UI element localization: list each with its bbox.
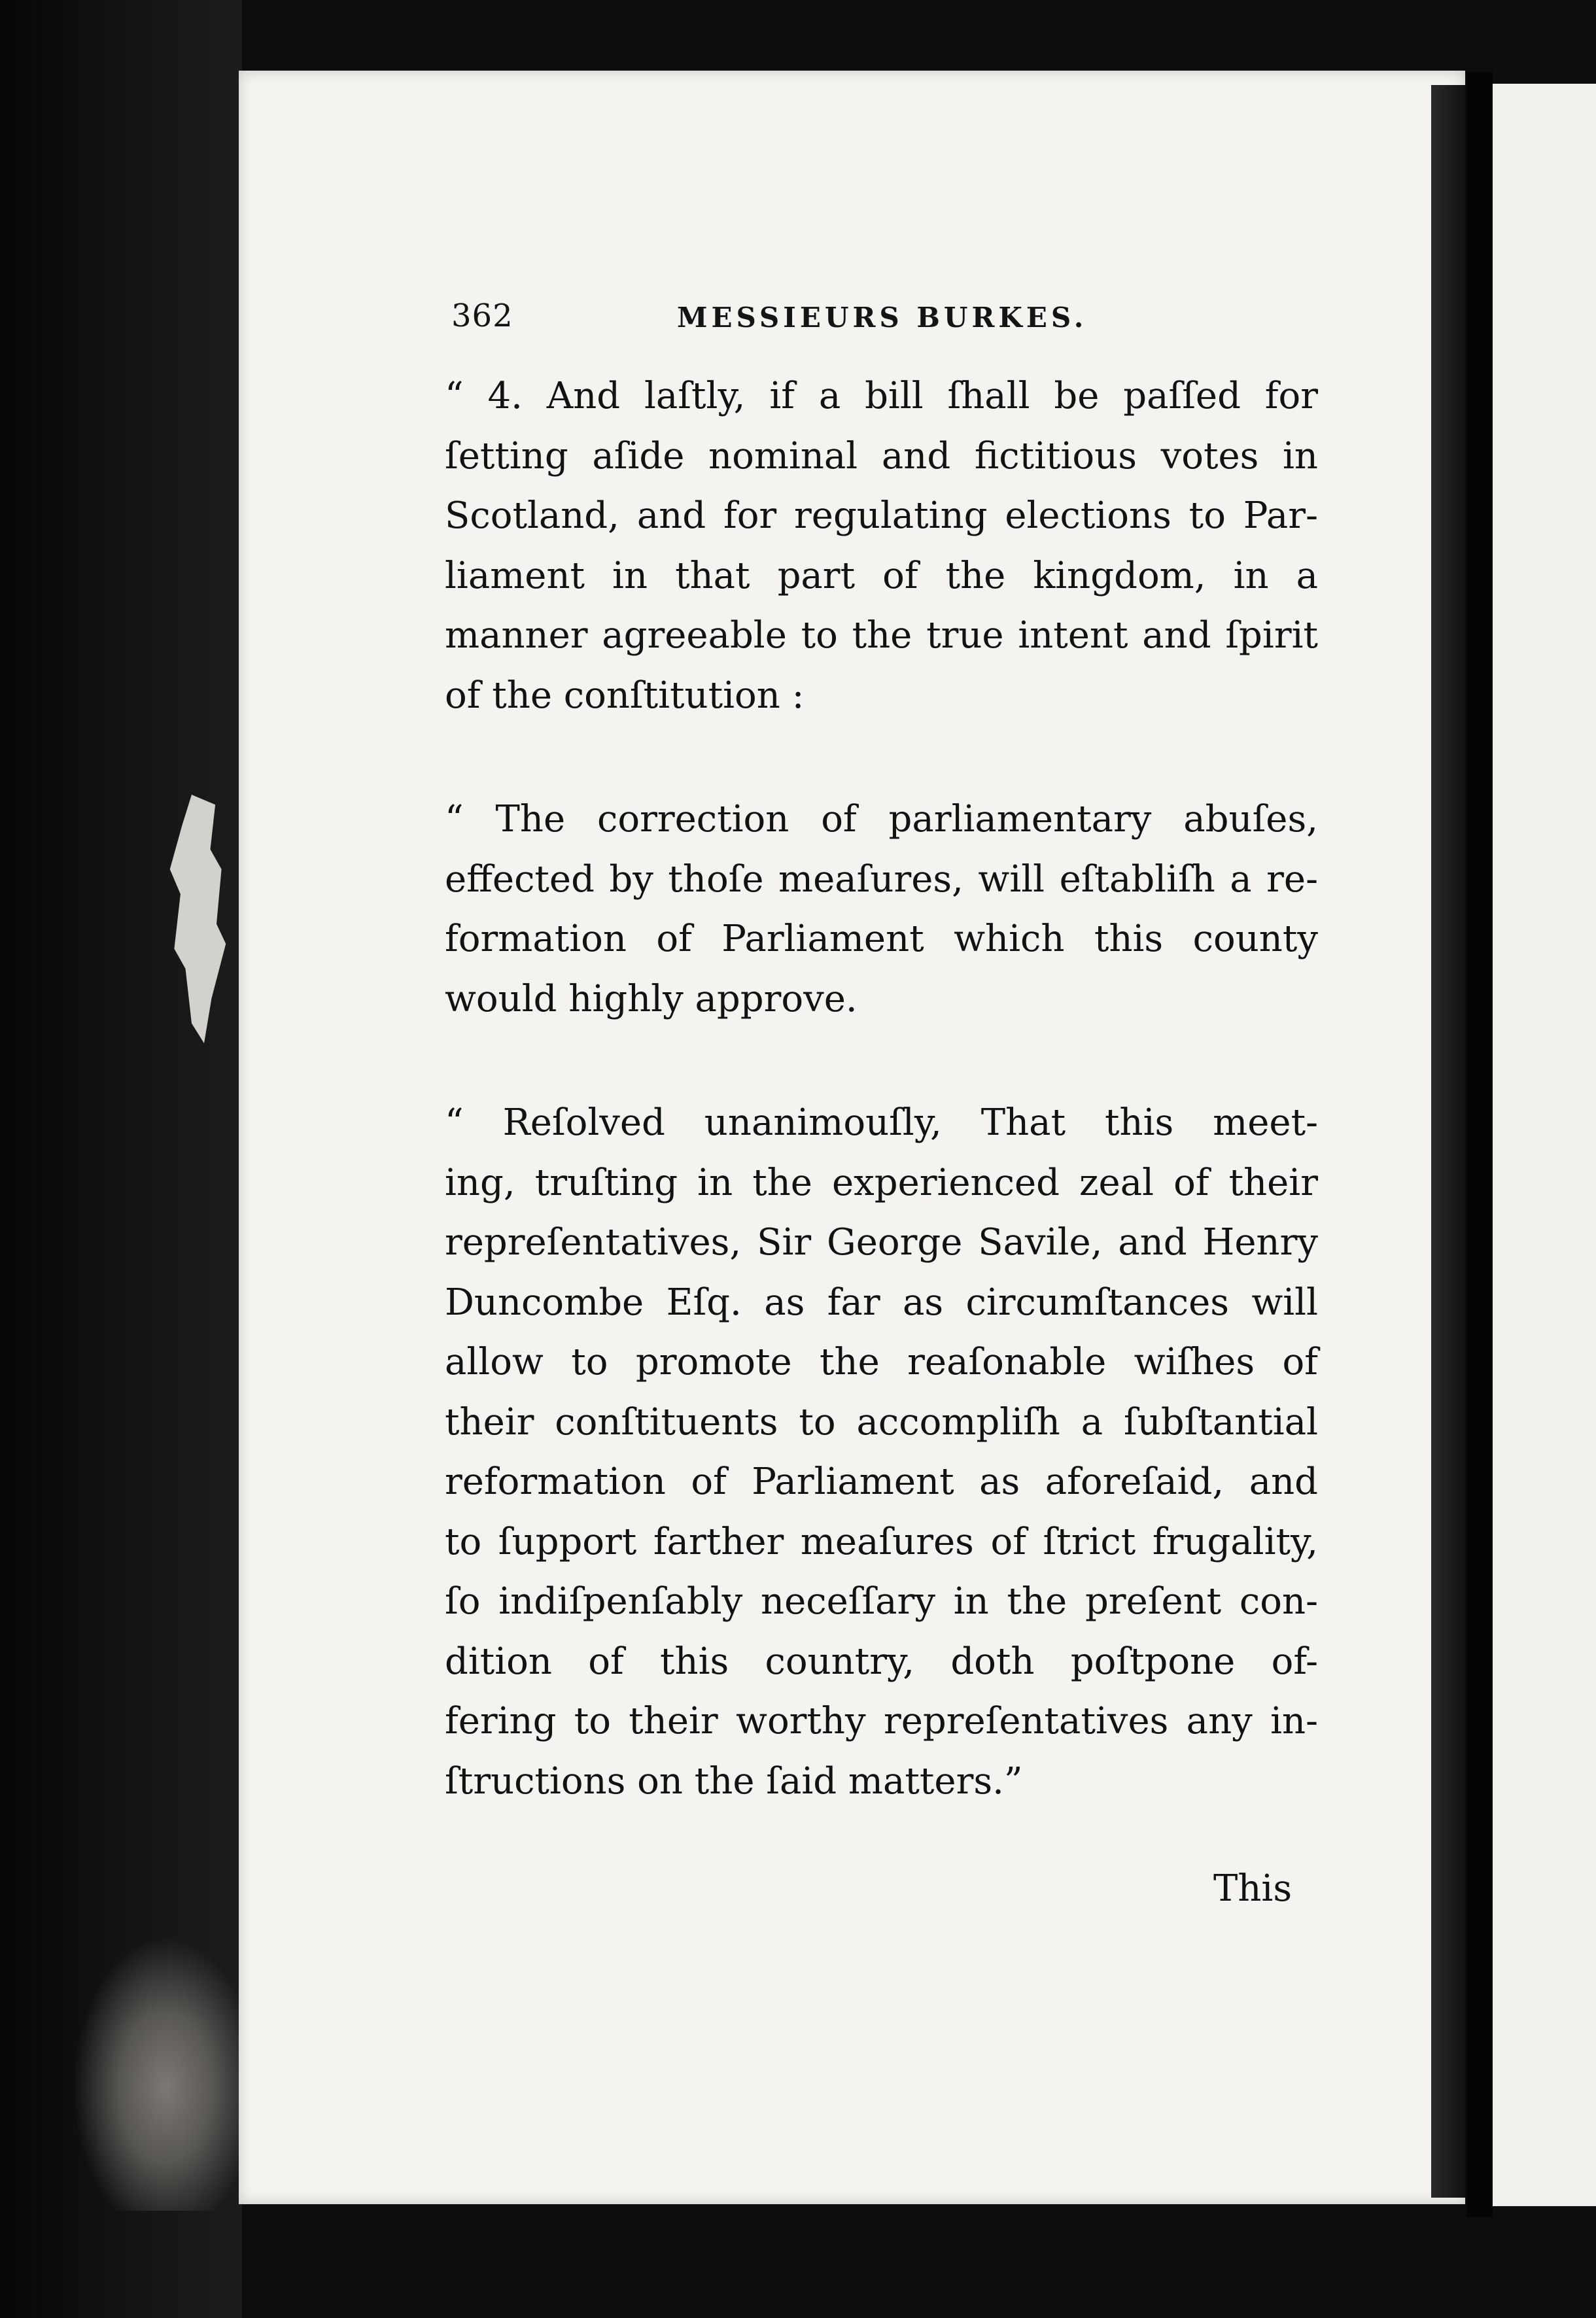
facing-page-edge bbox=[1493, 84, 1596, 2206]
book-gutter bbox=[1466, 72, 1493, 2217]
text-line: “ The correction of parliamentary abuſes, bbox=[445, 798, 1318, 840]
text-line: ing, truſting in the experienced zeal of their bbox=[445, 1161, 1318, 1204]
text-line: “ 4. And laſtly, if a bill ſhall be paſſed for bbox=[445, 375, 1318, 417]
text-line: ſo indiſpenſably neceſſary in the preſent con- bbox=[445, 1580, 1318, 1623]
text-line: Scotland, and for regulating elections to Par- bbox=[445, 494, 1318, 537]
paragraph bbox=[445, 1093, 1318, 1811]
text-line: ſetting aſide nominal and fictitious votes in bbox=[445, 434, 1318, 477]
paragraph-gap bbox=[445, 1029, 1318, 1093]
text-line: repreſentatives, Sir George Savile, and Henry bbox=[445, 1221, 1318, 1264]
text-line: manner agreeable to the true intent and ſpirit bbox=[445, 614, 1318, 657]
text-line: fering to their worthy repreſentatives any in- bbox=[445, 1700, 1318, 1742]
text-line: liament in that part of the kingdom, in a bbox=[445, 554, 1318, 597]
text-line: dition of this country, doth poſtpone of- bbox=[445, 1640, 1318, 1683]
paragraph-gap bbox=[445, 725, 1318, 789]
text-line: reformation of Parliament as aforeſaid, and bbox=[445, 1461, 1318, 1503]
page-number: 362 bbox=[451, 298, 513, 334]
text-line: would highly approve. bbox=[445, 977, 858, 1020]
text-line: “ Reſolved unanimouſly, That this meet- bbox=[445, 1101, 1318, 1144]
text-line: effected by thoſe meaſures, will eſtabliſh a re- bbox=[445, 857, 1318, 901]
page-header bbox=[451, 298, 1302, 350]
text-line: of the conſtitution : bbox=[445, 674, 805, 717]
text-line: Duncombe Eſq. as far as circumſtances will bbox=[445, 1281, 1318, 1324]
text-line: their conſtituents to accompliſh a ſubſtantial bbox=[445, 1400, 1318, 1444]
page-edge-shadow bbox=[1431, 85, 1465, 2198]
text-line: formation of Parliament which this county bbox=[445, 918, 1318, 960]
torn-paper-corner bbox=[72, 1936, 242, 2211]
paragraph bbox=[445, 789, 1318, 1029]
text-line: to ſupport farther meaſures of ſtrict frugality, bbox=[445, 1520, 1318, 1563]
paragraph bbox=[445, 366, 1318, 725]
text-line: ſtructions on the ſaid matters.” bbox=[445, 1759, 1023, 1803]
catchword: This bbox=[1213, 1867, 1292, 1910]
body-text bbox=[445, 366, 1318, 1811]
text-line: allow to promote the reaſonable wiſhes of bbox=[445, 1341, 1318, 1383]
running-head: MESSIEURS BURKES. bbox=[677, 302, 1088, 334]
